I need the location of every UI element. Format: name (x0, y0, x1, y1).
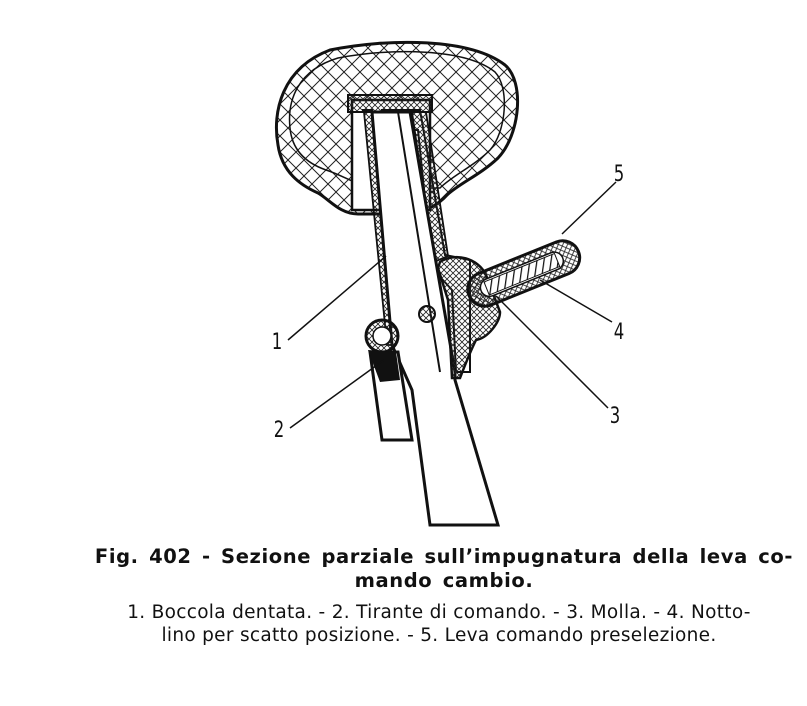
leader-4 (540, 280, 612, 322)
callout-3: 3 (609, 404, 621, 429)
callout-2: 2 (273, 418, 285, 443)
figure-legend (78, 601, 800, 647)
caption-title-line-1: Fig. 402 - Sezione parziale sull’impugnatura della leva co- (94, 545, 794, 568)
figure-caption-title (88, 545, 800, 593)
leader-5 (562, 182, 616, 234)
callout-4: 4 (613, 320, 625, 345)
callout-5: 5 (613, 162, 625, 187)
legend-line-1: 1. Boccola dentata. - 2. Tirante di comando. - 3. Molla. - 4. Notto- (127, 602, 751, 623)
preselection-lever (463, 236, 585, 312)
caption-title-line-2: mando cambio. (354, 569, 534, 592)
legend-line-2: lino per scatto posizione. - 5. Leva comando preselezione. (161, 625, 717, 646)
leader-2 (290, 360, 384, 428)
callout-1: 1 (271, 330, 283, 355)
leader-3 (496, 296, 608, 408)
pivot-pin (419, 306, 435, 322)
